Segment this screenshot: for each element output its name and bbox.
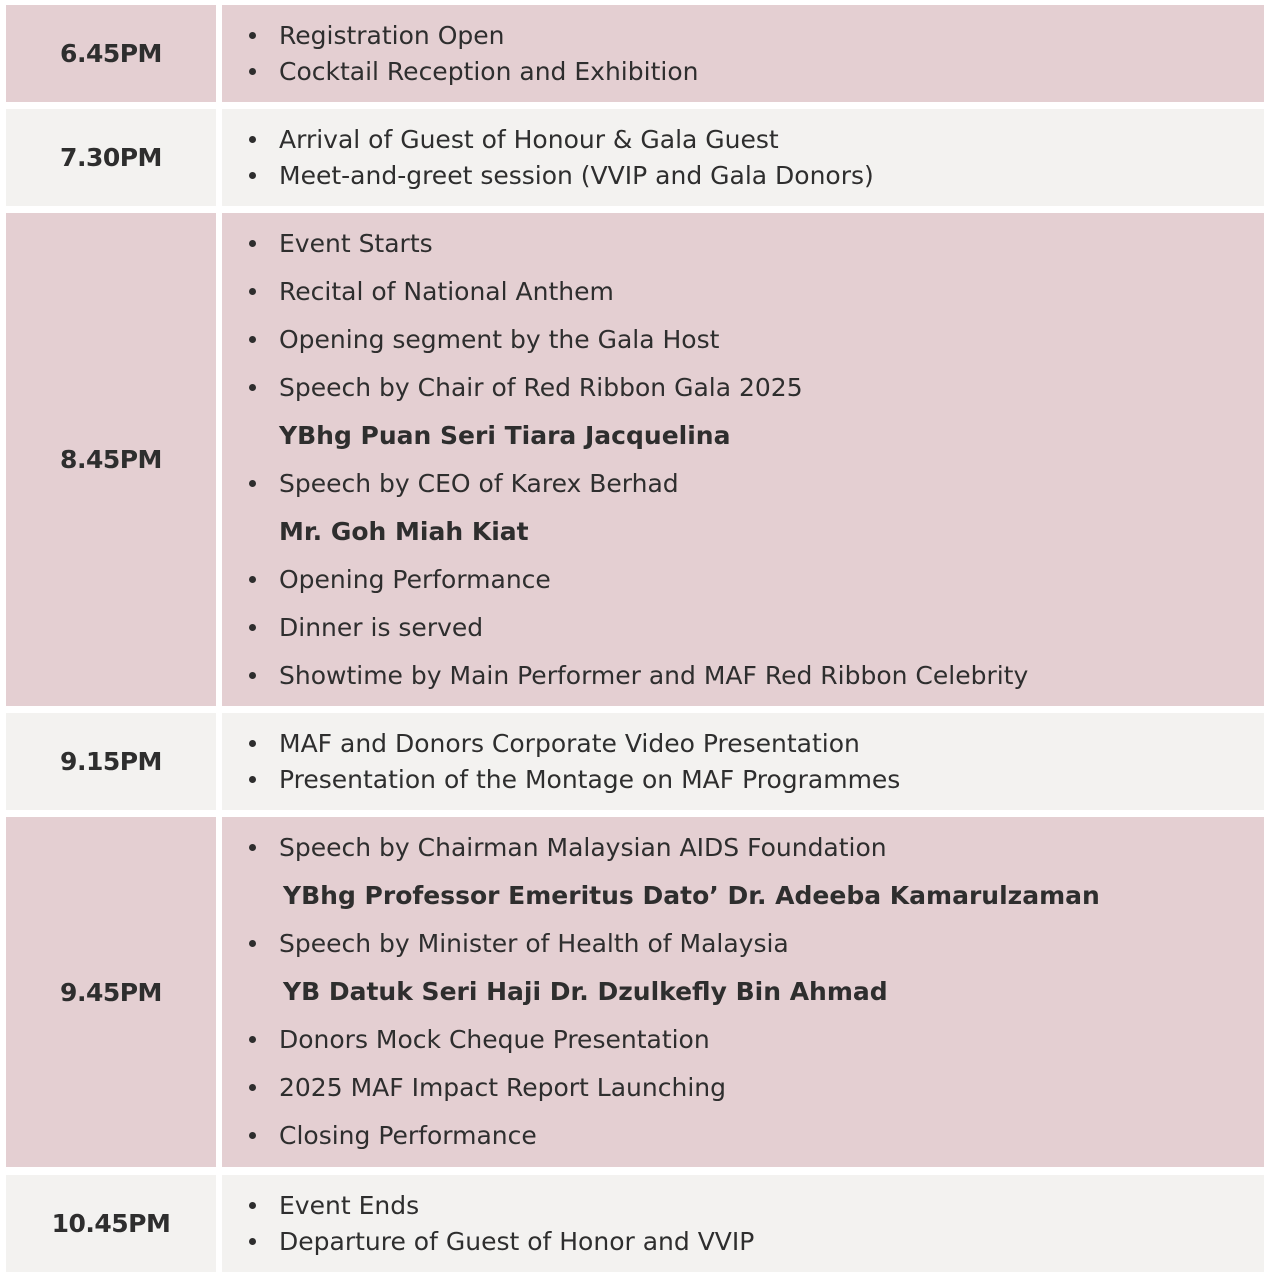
list-item: Opening Performance xyxy=(222,561,551,597)
speaker-name: Mr. Goh Miah Kiat xyxy=(279,516,529,546)
schedule-row xyxy=(6,817,1264,1167)
list-item: MAF and Donors Corporate Video Presentation xyxy=(222,725,860,761)
bullet-icon xyxy=(249,136,256,143)
items-cell xyxy=(222,213,1264,706)
bullet-icon xyxy=(249,1202,256,1209)
items-cell xyxy=(222,817,1264,1167)
bullet-icon xyxy=(249,240,256,247)
list-item: Speech by Chair of Red Ribbon Gala 2025 xyxy=(222,369,803,405)
bullet-icon xyxy=(249,740,256,747)
bullet-icon xyxy=(249,172,256,179)
schedule-row xyxy=(6,1175,1264,1272)
bullet-icon xyxy=(249,1238,256,1245)
bullet-icon xyxy=(249,776,256,783)
list-item: Arrival of Guest of Honour & Gala Guest xyxy=(222,121,779,157)
list-item: Dinner is served xyxy=(222,609,483,645)
bullet-icon xyxy=(249,480,256,487)
speaker-name: YBhg Professor Emeritus Dato’ Dr. Adeeba Kamarulzaman xyxy=(283,880,1100,910)
time-cell: 9.15PM xyxy=(6,713,216,810)
bullet-icon xyxy=(249,68,256,75)
list-item: Event Starts xyxy=(222,225,433,261)
schedule-row xyxy=(6,713,1264,810)
bullet-icon xyxy=(249,844,256,851)
speaker-name: YBhg Puan Seri Tiara Jacquelina xyxy=(279,420,731,450)
list-item: Speech by Minister of Health of Malaysia xyxy=(222,925,789,961)
bullet-icon xyxy=(249,336,256,343)
time-cell: 9.45PM xyxy=(6,817,216,1167)
bullet-icon xyxy=(249,384,256,391)
time-cell: 7.30PM xyxy=(6,109,216,206)
bullet-icon xyxy=(249,32,256,39)
list-item: Speech by CEO of Karex Berhad xyxy=(222,465,679,501)
bullet-icon xyxy=(249,576,256,583)
list-item: Event Ends xyxy=(222,1187,419,1223)
bullet-icon xyxy=(249,1084,256,1091)
bullet-icon xyxy=(249,672,256,679)
items-cell xyxy=(222,5,1264,102)
items-cell xyxy=(222,1175,1264,1272)
bullet-icon xyxy=(249,624,256,631)
list-item: Meet-and-greet session (VVIP and Gala Donors) xyxy=(222,157,874,193)
list-item: Showtime by Main Performer and MAF Red Ribbon Celebrity xyxy=(222,657,1028,693)
list-item: Departure of Guest of Honor and VVIP xyxy=(222,1223,754,1259)
schedule-row xyxy=(6,5,1264,102)
bullet-icon xyxy=(249,288,256,295)
list-item: Opening segment by the Gala Host xyxy=(222,321,719,357)
list-item: Recital of National Anthem xyxy=(222,273,614,309)
schedule-row xyxy=(6,213,1264,706)
list-item: Speech by Chairman Malaysian AIDS Foundation xyxy=(222,829,887,865)
items-cell xyxy=(222,713,1264,810)
items-cell xyxy=(222,109,1264,206)
list-item: Cocktail Reception and Exhibition xyxy=(222,53,698,89)
time-cell: 6.45PM xyxy=(6,5,216,102)
speaker-name: YB Datuk Seri Haji Dr. Dzulkefly Bin Ahmad xyxy=(283,976,888,1006)
list-item: Donors Mock Cheque Presentation xyxy=(222,1021,710,1057)
bullet-icon xyxy=(249,940,256,947)
time-cell: 8.45PM xyxy=(6,213,216,706)
list-item: Closing Performance xyxy=(222,1117,537,1153)
time-cell: 10.45PM xyxy=(6,1175,216,1272)
list-item: 2025 MAF Impact Report Launching xyxy=(222,1069,726,1105)
schedule-row xyxy=(6,109,1264,206)
list-item: Presentation of the Montage on MAF Programmes xyxy=(222,761,900,797)
bullet-icon xyxy=(249,1036,256,1043)
list-item: Registration Open xyxy=(222,17,504,53)
bullet-icon xyxy=(249,1132,256,1139)
